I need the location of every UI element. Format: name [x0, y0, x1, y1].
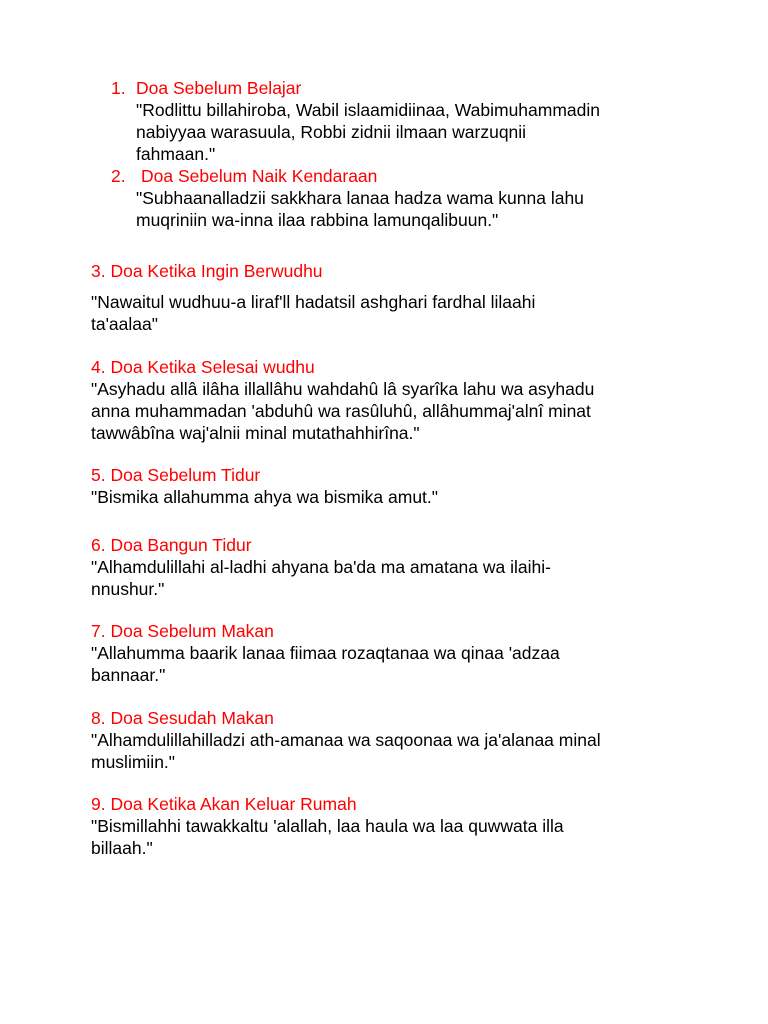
prayer-text-line: muqriniin wa-inna ilaa rabbina lamunqalibuun." [136, 210, 499, 230]
prayer-text [91, 486, 711, 508]
section-heading: 3. Doa Ketika Ingin Berwudhu [91, 261, 323, 281]
section-doa-bangun-tidur [91, 534, 711, 600]
section-doa-sebelum-makan [91, 620, 711, 686]
section-doa-ketika-selesai-wudhu [91, 356, 711, 444]
prayer-text-line: "Alhamdulillahi al-ladhi ahyana ba'da ma amatana wa ilaihi- [91, 557, 551, 577]
section-heading: 9. Doa Ketika Akan Keluar Rumah [91, 794, 357, 814]
list-item-title: Doa Sebelum Naik Kendaraan [141, 166, 378, 186]
prayer-text [91, 291, 711, 335]
prayer-text-line: "Allahumma baarik lanaa fiimaa rozaqtanaa wa qinaa 'adzaa [91, 643, 560, 663]
prayer-text [91, 642, 711, 686]
prayer-text-line: muslimiin." [91, 752, 175, 772]
list-item-number: 1. [111, 78, 126, 98]
list-item-title: Doa Sebelum Belajar [136, 78, 302, 98]
prayer-text [91, 556, 711, 600]
prayer-text [136, 187, 584, 231]
section-heading: 4. Doa Ketika Selesai wudhu [91, 357, 315, 377]
prayer-text-line: "Bismillahhi tawakkaltu 'alallah, laa haula wa laa quwwata illa [91, 816, 564, 836]
prayer-text-line: ta'aalaa" [91, 314, 158, 334]
section-doa-ketika-akan-keluar-rumah [91, 793, 711, 859]
prayer-text-line: "Alhamdulillahilladzi ath-amanaa wa saqoonaa wa ja'alanaa minal [91, 730, 601, 750]
section-heading: 6. Doa Bangun Tidur [91, 535, 252, 555]
section-doa-ketika-ingin-berwudhu [91, 260, 711, 335]
section-doa-sesudah-makan [91, 707, 711, 773]
prayer-text [136, 99, 600, 165]
prayer-text-line: nnushur." [91, 579, 165, 599]
section-heading: 7. Doa Sebelum Makan [91, 621, 274, 641]
prayer-text-line: "Subhaanalladzii sakkhara lanaa hadza wama kunna lahu [136, 188, 584, 208]
section-heading: 8. Doa Sesudah Makan [91, 708, 274, 728]
prayer-text-line: anna muhammadan 'abduhû wa rasûluhû, allâhummaj'alnî minat [91, 401, 591, 421]
section-heading: 5. Doa Sebelum Tidur [91, 465, 261, 485]
prayer-text-line: "Bismika allahumma ahya wa bismika amut." [91, 487, 438, 507]
prayer-text-line: "Asyhadu allâ ilâha illallâhu wahdahû lâ syarîka lahu wa asyhadu [91, 379, 595, 399]
prayer-text-line: nabiyyaa warasuula, Robbi zidnii ilmaan warzuqnii [136, 122, 527, 142]
prayer-text [91, 378, 711, 444]
prayer-text-line: "Rodlittu billahiroba, Wabil islaamidiinaa, Wabimuhammadin [136, 100, 601, 120]
prayer-text-line: billaah." [91, 838, 153, 858]
prayer-text [91, 815, 711, 859]
prayer-text [91, 729, 711, 773]
prayer-text-line: "Nawaitul wudhuu-a liraf'll hadatsil ashghari fardhal lilaahi [91, 292, 536, 312]
section-doa-sebelum-tidur [91, 464, 711, 508]
prayer-text-line: tawwâbîna waj'alnii minal mutathahhirîna." [91, 423, 420, 443]
prayer-text-line: bannaar." [91, 665, 166, 685]
prayer-text-line: fahmaan." [136, 144, 216, 164]
list-item-number: 2. [111, 166, 126, 186]
